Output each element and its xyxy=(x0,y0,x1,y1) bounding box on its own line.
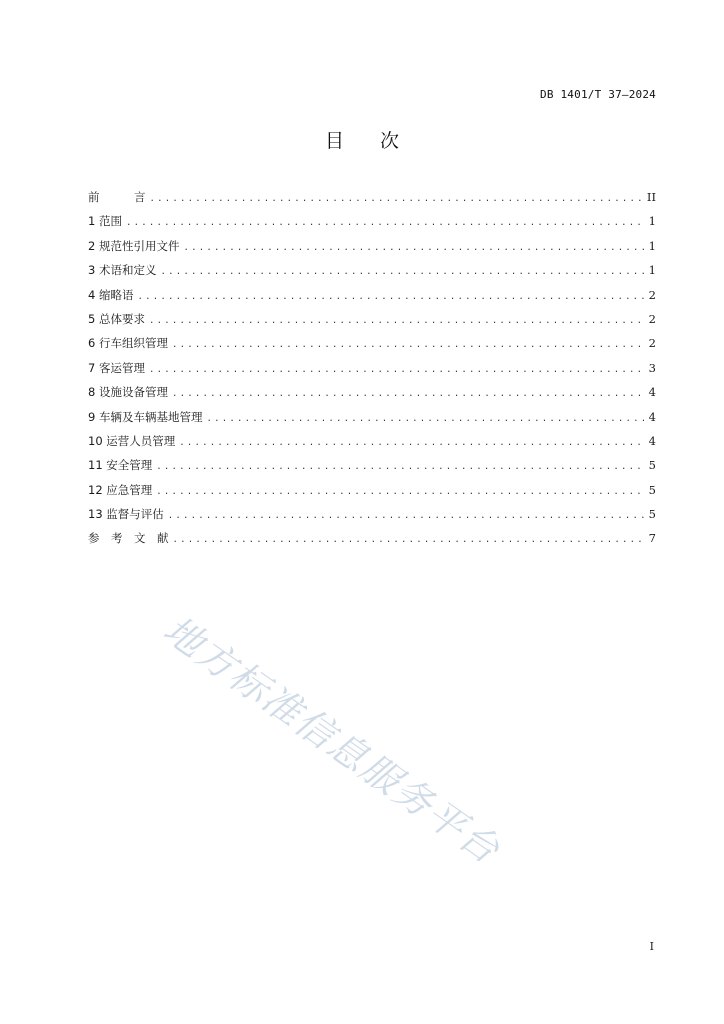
toc-leader-dots xyxy=(206,414,644,424)
toc-leader-dots xyxy=(126,218,644,228)
toc-label: 9 车辆及车辆基地管理 xyxy=(88,409,203,424)
toc-page-number: 4 xyxy=(648,409,656,424)
table-of-contents xyxy=(88,189,656,555)
toc-page-number: 5 xyxy=(648,482,656,497)
toc-leader-dots xyxy=(137,292,644,302)
toc-leader-dots xyxy=(160,267,644,277)
toc-label: 5 总体要求 xyxy=(88,311,145,326)
toc-page-number: 5 xyxy=(648,507,656,522)
toc-page-number: 3 xyxy=(648,360,656,375)
toc-entry-terms-definitions[interactable] xyxy=(88,262,656,286)
toc-page-number: II xyxy=(646,190,656,204)
toc-entry-general-requirements[interactable] xyxy=(88,311,656,335)
toc-label: 13 监督与评估 xyxy=(88,507,164,522)
title-char-2: 次 xyxy=(380,130,400,152)
toc-label: 4 缩略语 xyxy=(88,287,134,302)
toc-label: 12 应急管理 xyxy=(88,482,153,497)
toc-page-number: 1 xyxy=(648,263,656,278)
toc-label: 6 行车组织管理 xyxy=(88,336,168,351)
toc-label: 8 设施设备管理 xyxy=(88,385,168,400)
toc-page-number: 4 xyxy=(648,385,656,400)
toc-label: 10 运营人员管理 xyxy=(88,433,176,448)
toc-leader-dots xyxy=(156,487,644,497)
toc-entry-facilities[interactable] xyxy=(88,384,656,408)
toc-entry-emergency[interactable] xyxy=(88,482,656,506)
toc-entry-normative-references[interactable] xyxy=(88,238,656,262)
toc-entry-train-operation[interactable] xyxy=(88,335,656,359)
toc-page-number: 2 xyxy=(648,311,656,326)
toc-leader-dots xyxy=(172,340,644,350)
toc-label: 3 术语和定义 xyxy=(88,263,157,278)
toc-leader-dots xyxy=(149,316,644,326)
toc-leader-dots xyxy=(156,462,644,472)
toc-leader-dots xyxy=(172,389,644,399)
toc-entry-personnel[interactable] xyxy=(88,433,656,457)
toc-entry-scope[interactable] xyxy=(88,213,656,237)
title-char-1: 目 xyxy=(324,130,344,152)
toc-page-number: 4 xyxy=(648,433,656,448)
toc-page-number: 2 xyxy=(648,287,656,302)
toc-entry-bibliography[interactable] xyxy=(88,530,656,554)
toc-label: 前 言 xyxy=(88,190,146,204)
toc-entry-supervision[interactable] xyxy=(88,506,656,530)
toc-entry-passenger-service[interactable] xyxy=(88,360,656,384)
toc-page-number: 5 xyxy=(648,458,656,473)
toc-leader-dots xyxy=(173,535,645,545)
toc-page-number: 1 xyxy=(648,214,656,229)
toc-label: 1 范围 xyxy=(88,214,122,229)
document-code: DB 1401/T 37—2024 xyxy=(540,88,656,101)
toc-page-number: 1 xyxy=(648,238,656,253)
toc-leader-dots xyxy=(149,365,644,375)
toc-entry-vehicles-depot[interactable] xyxy=(88,409,656,433)
toc-entry-safety[interactable] xyxy=(88,457,656,481)
toc-leader-dots xyxy=(150,194,643,204)
watermark: 地方标准信息服务平台 xyxy=(155,607,509,873)
toc-leader-dots xyxy=(168,511,644,521)
toc-leader-dots xyxy=(179,438,644,448)
toc-label: 2 规范性引用文件 xyxy=(88,238,180,253)
toc-entry-foreword[interactable] xyxy=(88,189,656,213)
page-number: I xyxy=(649,940,654,953)
toc-label: 参 考 文 献 xyxy=(88,531,169,546)
toc-label: 7 客运管理 xyxy=(88,360,145,375)
page-title xyxy=(0,126,724,153)
toc-page-number: 2 xyxy=(648,336,656,351)
toc-leader-dots xyxy=(183,243,644,253)
toc-page-number: 7 xyxy=(648,531,656,546)
toc-entry-abbreviations[interactable] xyxy=(88,287,656,311)
toc-label: 11 安全管理 xyxy=(88,458,153,473)
